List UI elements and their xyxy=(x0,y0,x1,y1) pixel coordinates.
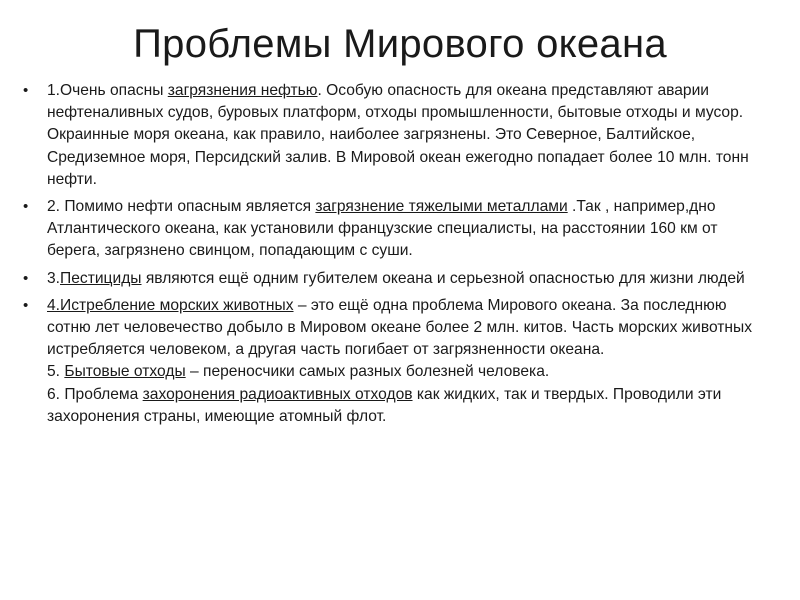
bullet-item xyxy=(20,196,772,263)
bullet-text: 5. xyxy=(47,363,65,381)
underlined-term: загрязнение тяжелыми металлами xyxy=(315,198,568,216)
bullet-text: . Особую опасность для океана представляют аварии нефтеналивных судов, буровых платформ, отходы промышленности, бытовые отходы и мусор. Окраинные моря океана, как правило, наиболее загрязнены. Это Северное, Балтийское, Средиземное моря, Персидский залив. В Мировой океан ежегодно попадает более 10 млн. тонн нефти. xyxy=(47,82,749,188)
bullet-text: 6. Проблема xyxy=(47,385,143,403)
bullet-text: как жидких, так и твердых. Проводили эти захоронения страны, имеющие атомный флот. xyxy=(47,385,722,425)
bullet-text: 1.Очень опасны xyxy=(47,82,168,99)
bullet-item xyxy=(20,295,772,428)
underlined-term: Пестициды xyxy=(60,269,142,287)
underlined-term: 4.Истребление морских животных xyxy=(47,296,294,314)
bullet-dot: • xyxy=(23,198,29,216)
bullet-item xyxy=(20,80,772,191)
bullet-text: – переносчики самых разных болезней человека. xyxy=(185,363,550,381)
underlined-term: загрязнения нефтью xyxy=(167,82,318,99)
bullet-text: 2. Помимо нефти опасным является xyxy=(47,198,316,216)
bullet-list xyxy=(20,80,772,433)
bullet-text: являются ещё одним губителем океана и серьезной опасностью для жизни людей xyxy=(141,269,745,287)
bullet-dot: • xyxy=(23,296,29,314)
bullet-item xyxy=(20,268,772,290)
slide-title: Проблемы Мирового океана xyxy=(133,22,667,66)
bullet-text: .Так , например,дно Атлантического океана, как установили французские специалисты, на расстоянии 160 км от берега, загрязнено свинцом, попадающим с суши. xyxy=(47,198,718,260)
bullet-dot: • xyxy=(23,82,29,99)
underlined-term: захоронения радиоактивных отходов xyxy=(142,385,413,403)
underlined-term: Бытовые отходы xyxy=(64,363,186,381)
bullet-text: 3. xyxy=(47,269,61,287)
bullet-text: – это ещё одна проблема Мирового океана. За последнюю сотню лет человечество добыло в Мировом океане более 2 млн. китов. Часть морских животных истребляется человеком, а другая часть погибает от загрязненности океана. xyxy=(47,296,753,359)
bullet-dot: • xyxy=(23,269,29,287)
